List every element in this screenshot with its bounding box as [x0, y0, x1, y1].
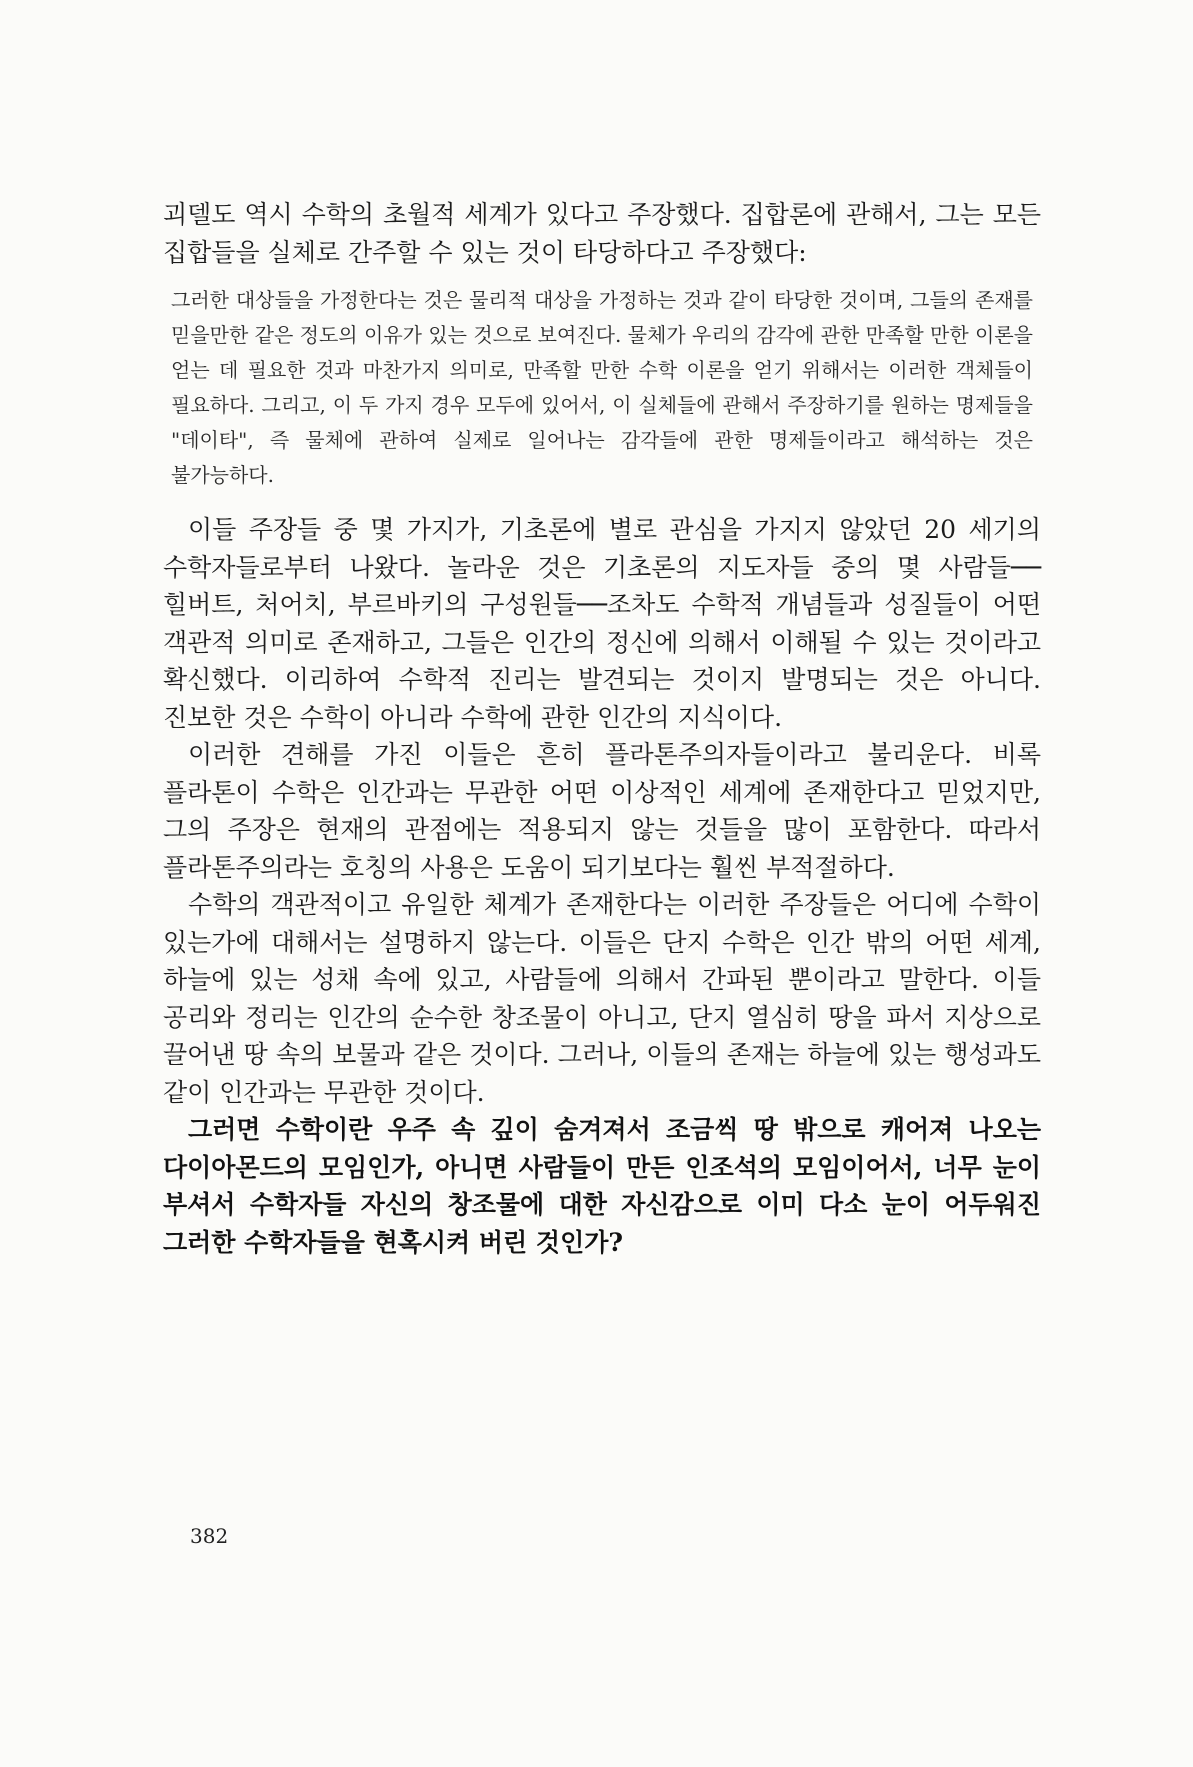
block-quote: 그러한 대상들을 가정한다는 것은 물리적 대상을 가정하는 것과 같이 타당한 것이며, 그들의 존재를 믿을만한 같은 정도의 이유가 있는 것으로 보여진다. 물체가 우리의 감각에 관한 만족할 만한 이론을 얻는 데 필요한 것과 마찬가지 의미로, 만족할 만한 수학 이론을 얻기 위해서는 이러한 객체들이 필요하다. 그리고, 이 두 가지 경우 모두에 있어서, 이 실체들에 관해서 주장하기를 원하는 명제들을 "데이타", 즉 물체에 관하여 실제로 일어나는 감각들에 관한 명제들이라고 해석하는 것은 불가능하다. — [171, 288, 1033, 487]
paragraph-godel-intro: 괴델도 역시 수학의 초월적 세계가 있다고 주장했다. 집합론에 관해서, 그는 모든 집합들을 실체로 간주할 수 있는 것이 타당하다고 주장했다: — [163, 200, 1041, 267]
body-text — [163, 196, 1041, 1261]
paragraph-objective-system: 수학의 객관적이고 유일한 체계가 존재한다는 이러한 주장들은 어디에 수학이 있는가에 대해서는 설명하지 않는다. 이들은 단지 수학은 인간 밖의 어떤 세계, 하늘에 있는 성채 속에 있고, 사람들에 의해서 간파된 뿐이라고 말한다. 이들 공리와 정리는 인간의 순수한 창조물이 아니고, 단지 열심히 땅을 파서 지상으로 끌어낸 땅 속의 보물과 같은 것이다. 그러나, 이들의 존재는 하늘에 있는 행성과도 같이 인간과는 무관한 것이다. — [163, 890, 1041, 1107]
paragraph-platonists: 이러한 견해를 가진 이들은 흔히 플라톤주의자들이라고 불리운다. 비록 플라톤이 수학은 인간과는 무관한 어떤 이상적인 세계에 존재한다고 믿었지만, 그의 주장은 현재의 관점에는 적용되지 않는 것들을 많이 포함한다. 따라서 플라톤주의라는 호칭의 사용은 도움이 되기보다는 훨씬 부적절하다. — [163, 740, 1041, 882]
paragraph-closing-question: 그러면 수학이란 우주 속 깊이 숨겨져서 조금씩 땅 밖으로 캐어져 나오는 다이아몬드의 모임인가, 아니면 사람들이 만든 인조석의 모임이어서, 너무 눈이 부셔서 수학자들 자신의 창조물에 대한 자신감으로 이미 다소 눈이 어두워진 그러한 수학자들을 현혹시켜 버린 것인가? — [163, 1115, 1041, 1257]
paragraph-20th-century: 이들 주장들 중 몇 가지가, 기초론에 별로 관심을 가지지 않았던 20 세기의 수학자들로부터 나왔다. 놀라운 것은 기초론의 지도자들 중의 몇 사람들──힐버트, 처어치, 부르바키의 구성원들──조차도 수학적 개념들과 성질들이 어떤 객관적 의미로 존재하고, 그들은 인간의 정신에 의해서 이해될 수 있는 것이라고 확신했다. 이리하여 수학적 진리는 발견되는 것이지 발명되는 것은 아니다. 진보한 것은 수학이 아니라 수학에 관한 인간의 지식이다. — [163, 515, 1041, 732]
page-number: 382 — [190, 1524, 229, 1548]
